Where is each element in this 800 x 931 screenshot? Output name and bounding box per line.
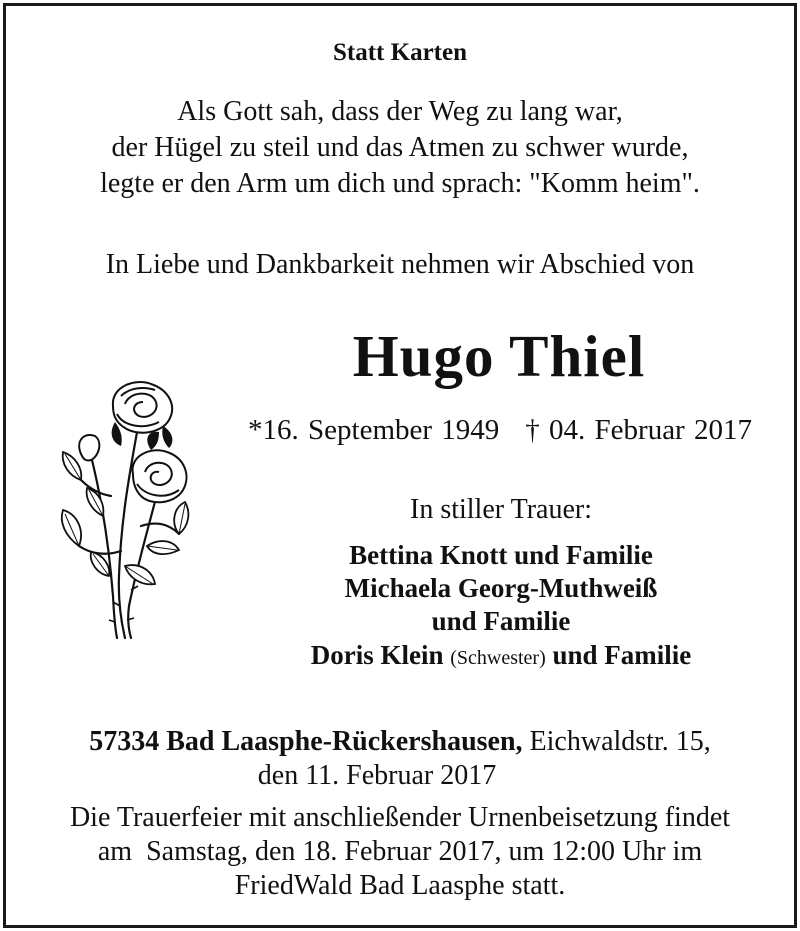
mourner-suffix: und Familie bbox=[552, 640, 692, 670]
poem-line-3: legte er den Arm um dich und sprach: "Komm heim". bbox=[100, 168, 700, 199]
mourner-relation: (Schwester) bbox=[450, 647, 546, 669]
mourners-heading: In stiller Trauer: bbox=[410, 494, 592, 525]
mourner-line-3: und Familie bbox=[431, 606, 571, 636]
death-date: † 04. Februar 2017 bbox=[525, 414, 752, 446]
poem-line-2: der Hügel zu steil und das Atmen zu schwer wurde, bbox=[111, 132, 689, 163]
ceremony-line-1: Die Trauerfeier mit anschließender Urnenbeisetzung findet bbox=[69, 802, 731, 833]
address-line bbox=[6, 726, 794, 758]
mourner-name-doris: Doris Klein bbox=[310, 640, 444, 670]
address-city: 57334 Bad Laasphe-Rückershausen, bbox=[89, 726, 523, 757]
ceremony-line-3: FriedWald Bad Laasphe statt. bbox=[234, 870, 566, 901]
poem-line-1: Als Gott sah, dass der Weg zu lang war, bbox=[177, 96, 623, 127]
deceased-name: Hugo Thiel bbox=[352, 323, 646, 389]
mourner-line-1: Bettina Knott und Familie bbox=[349, 540, 653, 570]
address-street: Eichwaldstr. 15, bbox=[529, 726, 711, 757]
announcement-date: den 11. Februar 2017 bbox=[257, 760, 497, 791]
mourner-line-2: Michaela Georg-Muthweiß bbox=[344, 573, 658, 603]
obituary-card bbox=[3, 3, 797, 928]
mourner-line-4 bbox=[241, 640, 761, 671]
life-dates bbox=[240, 414, 760, 447]
header-statt-karten: Statt Karten bbox=[333, 39, 467, 66]
farewell-intro: In Liebe und Dankbarkeit nehmen wir Abschied von bbox=[105, 249, 695, 280]
ceremony-line-2: am Samstag, den 18. Februar 2017, um 12:00 Uhr im bbox=[97, 836, 703, 867]
birth-date: *16. September 1949 bbox=[248, 414, 500, 446]
rose-illustration bbox=[51, 376, 191, 646]
